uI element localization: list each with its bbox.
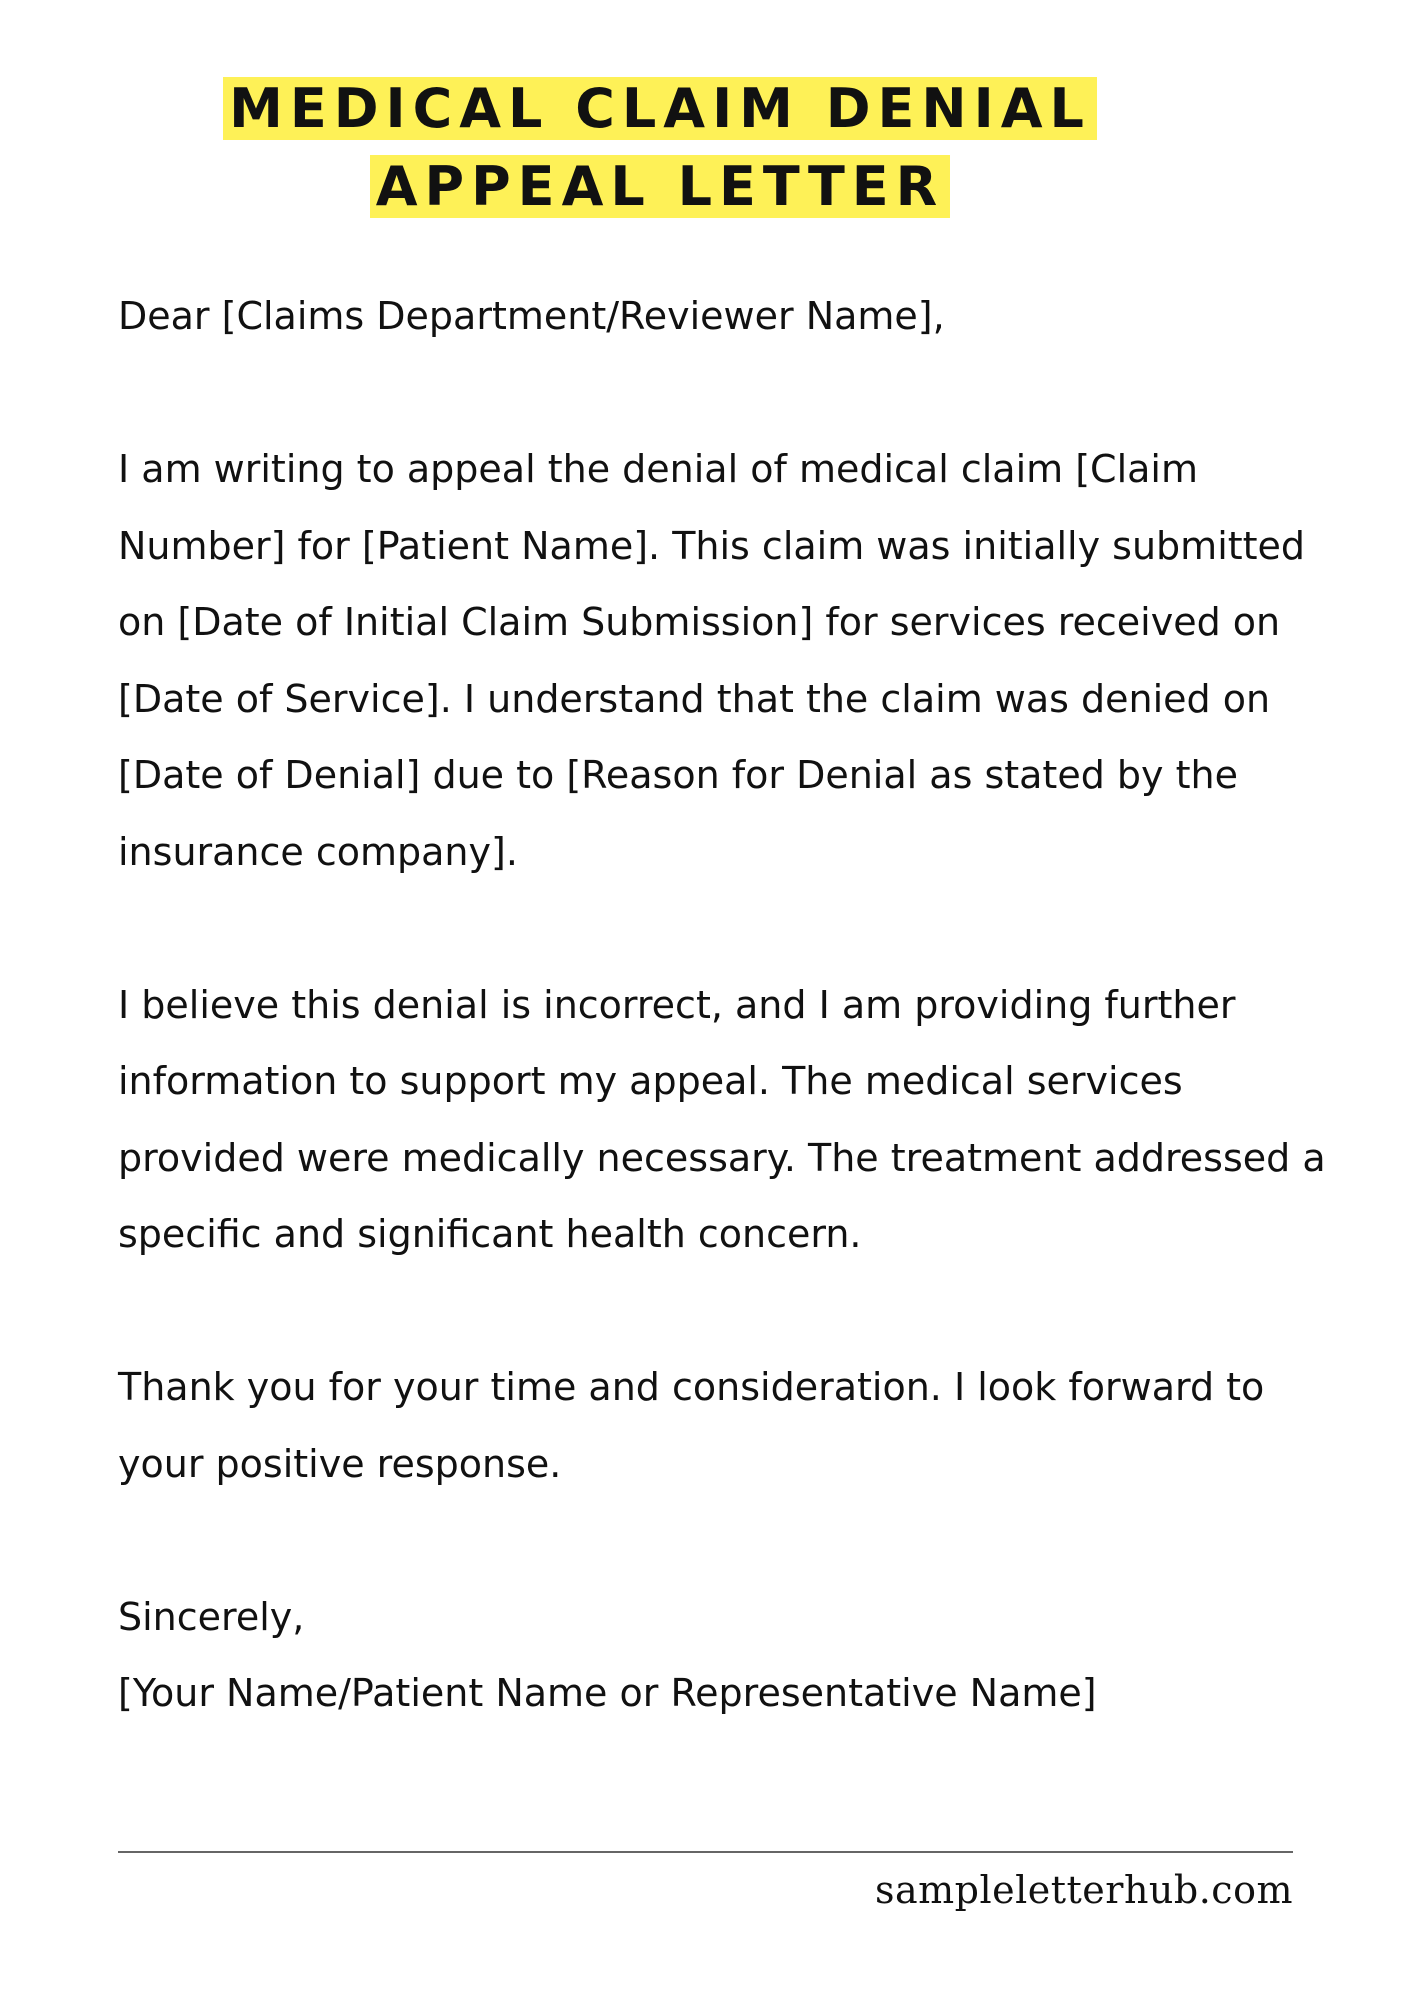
salutation: Dear [Claims Department/Reviewer Name], — [118, 294, 945, 338]
paragraph-2: I believe this denial is incorrect, and I am providing further information to support my appeal. The medical services provided were medically necessary. The treatment addressed a specific and significant health concern. — [118, 982, 1326, 1256]
signature: [Your Name/Patient Name or Representative Name] — [118, 1671, 1097, 1715]
website-url: sampleletterhub.com — [874, 1868, 1293, 1912]
letter-title — [100, 70, 1220, 226]
paragraph-1: I am writing to appeal the denial of medical claim [Claim Number] for [Patient Name]. This claim was initially submitted on [Date of Initial Claim Submission] for services received on [Date of Service]. I understand that the claim was denied on [Date of Denial] due to [Reason for Denial as stated by the insurance company]. — [118, 447, 1306, 874]
paragraph-3: Thank you for your time and consideration. I look forward to your positive response. — [118, 1365, 1265, 1486]
title-highlight: MEDICAL CLAIM DENIAL APPEAL LETTER — [223, 77, 1097, 218]
letter-body — [118, 278, 1358, 1732]
closing: Sincerely, — [118, 1594, 305, 1639]
footer-divider — [118, 1851, 1293, 1853]
